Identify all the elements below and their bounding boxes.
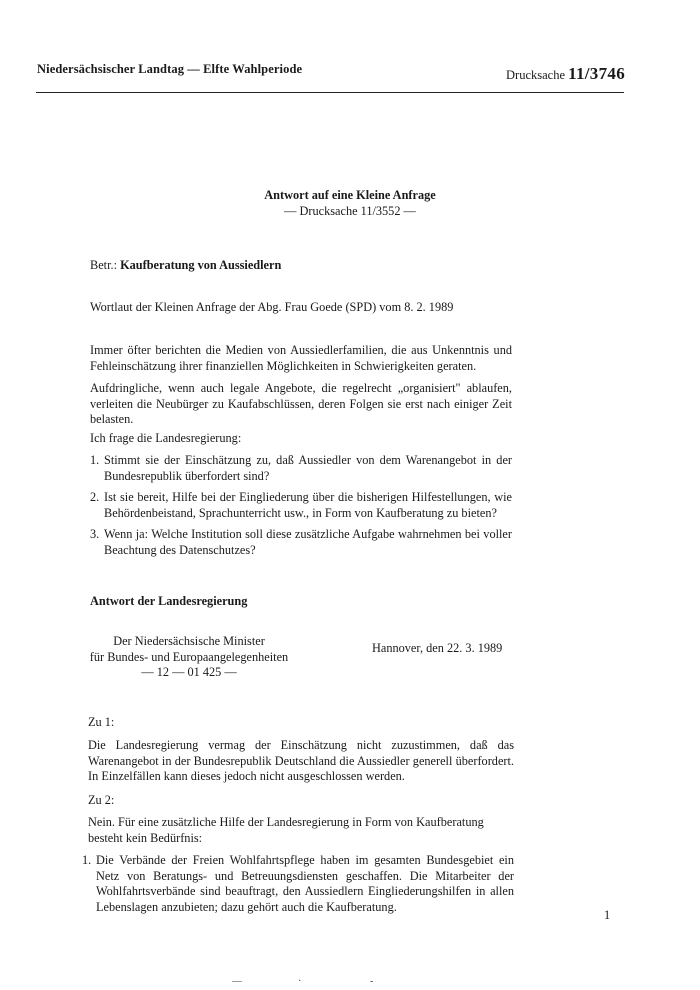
scan-mark: · bbox=[298, 976, 302, 987]
question-list bbox=[90, 453, 512, 565]
answer-2-item bbox=[82, 853, 514, 915]
answer-1-label: Zu 1: bbox=[88, 715, 115, 729]
subject-line bbox=[90, 258, 281, 274]
place-date: Hannover, den 22. 3. 1989 bbox=[372, 641, 503, 655]
question-text: Ist sie bereit, Hilfe bei der Eingliederung über die bisherigen Hilfestellungen, wie Behördenbeistand, Sprachunterricht usw., in Form von Kaufberatung zu bieten? bbox=[104, 490, 512, 520]
question-number: 3. bbox=[90, 527, 100, 542]
scan-mark: — bbox=[232, 976, 242, 987]
question-text: Stimmt sie der Einschätzung zu, daß Aussiedler von dem Warenangebot in der Bundesrepublik überfordert sind? bbox=[104, 453, 512, 483]
subject-prefix: Betr.: bbox=[90, 258, 117, 272]
answer-2-item-number: 1. bbox=[82, 853, 92, 867]
question-item bbox=[90, 453, 512, 484]
sender-file-number: — 12 — 01 425 — bbox=[141, 665, 237, 680]
question-number: 2. bbox=[90, 490, 100, 505]
page-number: 1 bbox=[604, 908, 611, 922]
question-number: 1. bbox=[90, 453, 100, 467]
sender-line-1: Der Niedersächsische Minister bbox=[113, 634, 265, 648]
header-parliament-title: Niedersächsischer Landtag — Elfte Wahlperiode bbox=[37, 62, 303, 76]
answer-2-list bbox=[82, 853, 514, 921]
document-title: Antwort auf eine Kleine Anfrage bbox=[264, 188, 436, 202]
answer-heading: Antwort der Landesregierung bbox=[90, 594, 248, 608]
sender-block bbox=[78, 634, 300, 681]
question-item bbox=[90, 527, 512, 558]
answer-2-item-text: Die Verbände der Freien Wohlfahrtspflege haben im gesamten Bundesgebiet ein Netz von Beratungs- und Betreuungsdiensten geschaffen. Die Mitarbeiter der Wohlfahrtsverbände sind beauftragt, den Aussiedlern Eingliederungshilfen in allen Lebenslagen anzubieten; dazu gehört auch die Kaufberatung. bbox=[96, 853, 514, 914]
paragraph-2: Aufdringliche, wenn auch legale Angebote, die regelrecht „organisiert" ablaufen, verleiten die Neubürger zu Kaufabschlüssen, deren Folgen sie erst nach einiger Zeit belasten. bbox=[90, 381, 512, 427]
sender-line-2: für Bundes- und Europaangelegenheiten bbox=[89, 649, 289, 664]
answer-1-text: Die Landesregierung vermag der Einschätzung nicht zuzustimmen, daß das Warenangebot in der Bundesrepublik Deutschland die Aussiedler generell überfordert. In Einzelfällen kann dieses jedoch nicht ausgeschlossen werden. bbox=[88, 738, 514, 784]
answer-2-text: Nein. Für eine zusätzliche Hilfe der Landesregierung in Form von Kaufberatung besteht kein Bedürfnis: bbox=[88, 815, 484, 845]
header-document-number bbox=[506, 64, 625, 84]
document-reference: — Drucksache 11/3552 — bbox=[284, 204, 416, 218]
inquiry-intro: Wortlaut der Kleinen Anfrage der Abg. Frau Goede (SPD) vom 8. 2. 1989 bbox=[90, 300, 454, 314]
paragraph-1: Immer öfter berichten die Medien von Aussiedlerfamilien, die aus Unkenntnis und Fehleinschätzung ihrer finanziellen Möglichkeiten in Schwierigkeiten geraten. bbox=[90, 343, 512, 373]
header-rule bbox=[36, 92, 624, 93]
question-item bbox=[90, 490, 512, 521]
scan-mark: - bbox=[370, 976, 374, 987]
answer-2-label: Zu 2: bbox=[88, 793, 115, 807]
header-prefix: Drucksache bbox=[506, 68, 565, 82]
subject-text: Kaufberatung von Aussiedlern bbox=[120, 258, 282, 272]
question-intro: Ich frage die Landesregierung: bbox=[90, 431, 242, 445]
header-number: 11/3746 bbox=[568, 64, 626, 83]
question-text: Wenn ja: Welche Institution soll diese zusätzliche Aufgabe wahrnehmen bei voller Beachtung des Datenschutzes? bbox=[104, 527, 512, 557]
